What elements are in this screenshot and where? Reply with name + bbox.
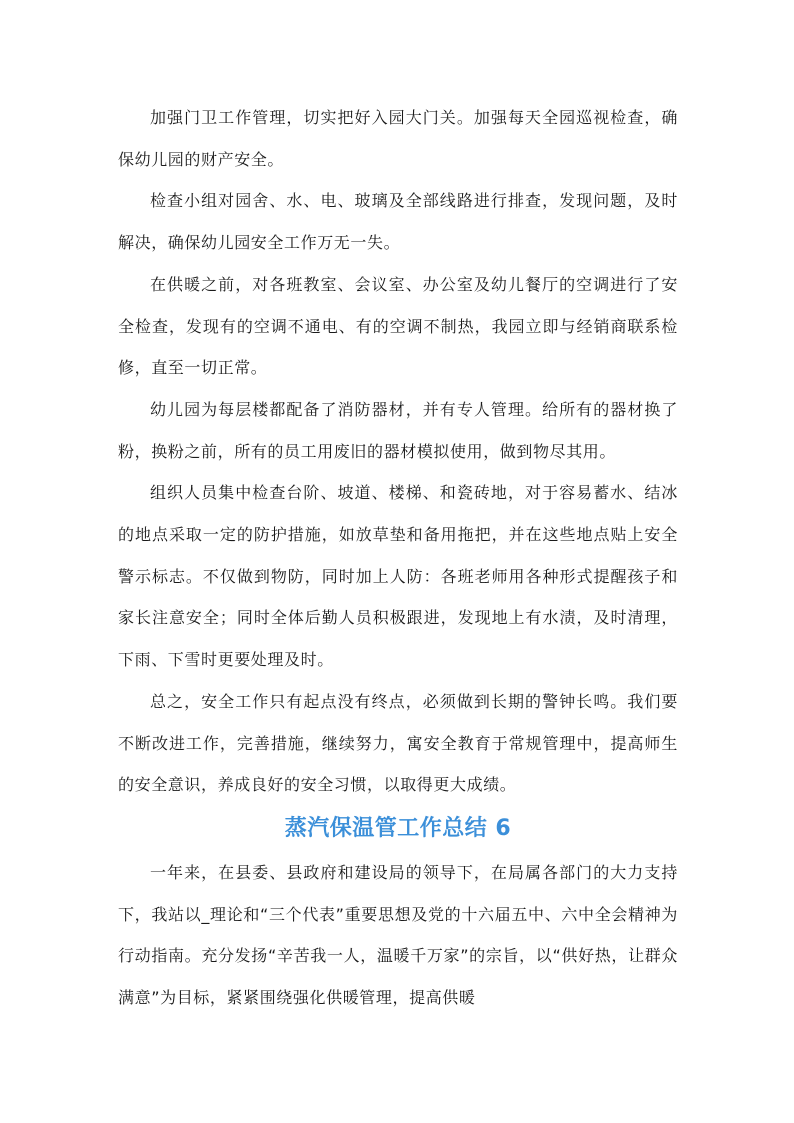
section-title: 蒸汽保温管工作总结 6 [284, 815, 512, 841]
paragraph-air-conditioning: 在供暖之前，对各班教室、会议室、办公室及幼儿餐厅的空调进行了安全检查，发现有的空调不通电、有的空调不制热，我园立即与经销商联系检修，直至一切正常。 [118, 274, 678, 378]
paragraph-inspection-team: 检查小组对园舍、水、电、玻璃及全部线路进行排查，发现问题，及时解决，确保幼儿园安全工作万无一失。 [118, 191, 678, 253]
paragraph-gatekeeping: 加强门卫工作管理，切实把好入园大门关。加强每天全园巡视检查，确保幼儿园的财产安全。 [118, 108, 678, 169]
paragraph-conclusion: 总之，安全工作只有起点没有终点，必须做到长期的警钟长鸣。我们要不断改进工作，完善措施，继续努力，寓安全教育于常规管理中，提高师生的安全意识，养成良好的安全习惯，以取得更大成绩。 [118, 691, 678, 795]
document-page [118, 97, 678, 1019]
paragraph-slip-prevention: 组织人员集中检查台阶、坡道、楼梯、和瓷砖地，对于容易蓄水、结冰的地点采取一定的防护措施，如放草垫和备用拖把，并在这些地点贴上安全警示标志。不仅做到物防，同时加上人防：各班老师用各种形式提醒孩子和家长注意安全；同时全体后勤人员积极跟进，发现地上有水渍，及时清理，下雨、下雪时更要处理及时。 [118, 483, 678, 670]
paragraph-fire-equipment: 幼儿园为每层楼都配备了消防器材，并有专人管理。给所有的器材换了粉，换粉之前，所有的员工用废旧的器材模拟使用，做到物尽其用。 [118, 399, 678, 461]
paragraph-heating-intro: 一年来，在县委、县政府和建设局的领导下，在局属各部门的大力支持下，我站以_理论和“三个代表”重要思想及党的十六届五中、六中全会精神为行动指南。充分发扬“辛苦我一人，温暖千万家”的宗旨，以“供好热，让群众满意”为目标，紧紧围绕强化供暖管理，提高供暖 [118, 862, 678, 1008]
